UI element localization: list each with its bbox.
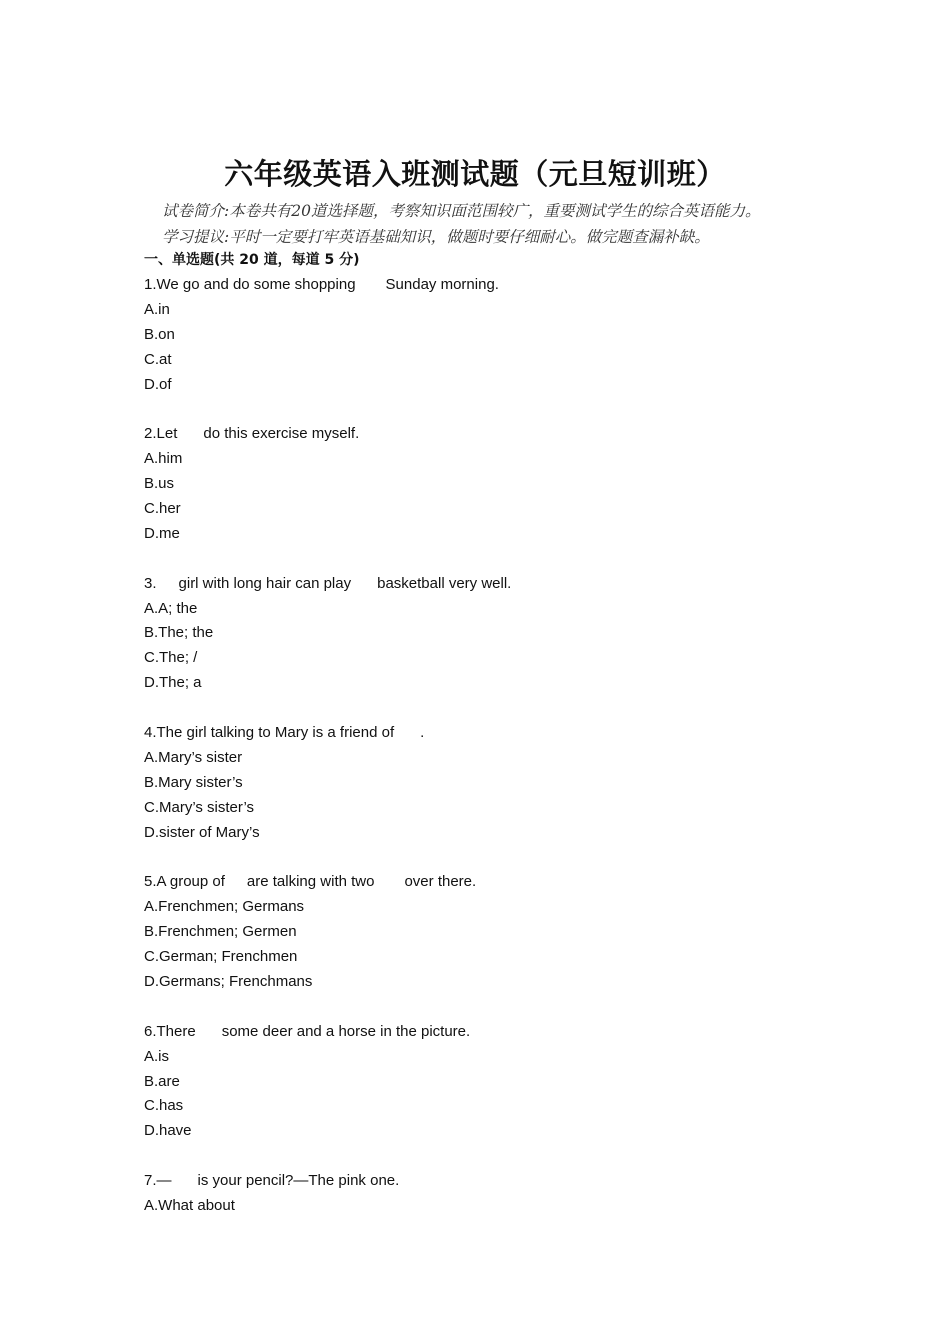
option: B.on bbox=[144, 325, 175, 343]
stem-part: some deer and a horse in the picture. bbox=[221, 1022, 471, 1040]
option: D.The; a bbox=[144, 674, 202, 692]
option: C.German; Frenchmen bbox=[144, 948, 298, 966]
question-stem bbox=[144, 1169, 864, 1194]
option: C.her bbox=[144, 500, 181, 518]
blank-line bbox=[144, 995, 864, 1020]
option: B.us bbox=[144, 475, 175, 493]
option: C.Mary’s sister’s bbox=[144, 798, 255, 816]
question-stem bbox=[144, 721, 864, 746]
stem-part: 5.A group of bbox=[144, 873, 225, 891]
question-stem bbox=[144, 1020, 864, 1045]
stem-part: are talking with two bbox=[246, 873, 375, 891]
stem-part: over there. bbox=[404, 873, 477, 891]
option: D.sister of Mary’s bbox=[144, 823, 260, 841]
stem-part: basketball very well. bbox=[377, 574, 512, 592]
stem-part: Sunday morning. bbox=[385, 276, 499, 293]
option: D.me bbox=[144, 524, 180, 542]
option: A.is bbox=[144, 1047, 170, 1065]
study-tip: 学习提议:平时一定要打牢英语基础知识，做题时要仔细耐心。做完题查漏补缺。 bbox=[162, 228, 710, 246]
stem-part: 2.Let bbox=[144, 425, 178, 443]
stem-part: 1.We go and do some shopping bbox=[144, 276, 356, 293]
stem-part: is your pencil?—The pink one. bbox=[197, 1172, 400, 1190]
option: D.Germans; Frenchmans bbox=[144, 972, 313, 990]
stem-part: . bbox=[420, 724, 425, 742]
question-stem bbox=[144, 422, 864, 447]
question-stem bbox=[144, 572, 864, 597]
option: A.What about bbox=[144, 1196, 235, 1214]
stem-part: 6.There bbox=[144, 1022, 196, 1040]
option: A.A; the bbox=[144, 599, 198, 617]
question-stem bbox=[144, 870, 864, 895]
option: A.Mary’s sister bbox=[144, 748, 243, 766]
option: C.at bbox=[144, 350, 172, 368]
option: C.The; / bbox=[144, 649, 198, 667]
option: B.The; the bbox=[144, 624, 214, 642]
option: B.Mary sister’s bbox=[144, 773, 243, 791]
blank-line bbox=[144, 845, 864, 870]
option: D.have bbox=[144, 1122, 192, 1140]
option: B.Frenchmen; Germen bbox=[144, 923, 297, 941]
blank-line bbox=[144, 397, 864, 422]
stem-part: 4.The girl talking to Mary is a friend of bbox=[144, 724, 395, 742]
section-heading: 一、单选题(共 20 道，每道 5 分) bbox=[144, 252, 360, 268]
question-list bbox=[144, 273, 864, 1219]
stem-part: 3. bbox=[144, 574, 157, 592]
option: C.has bbox=[144, 1097, 184, 1115]
option: B.are bbox=[144, 1072, 180, 1090]
option: A.him bbox=[144, 450, 183, 468]
document-title: 六年级英语入班测试题（元旦短训班） bbox=[224, 157, 726, 191]
option: D.of bbox=[144, 375, 172, 393]
stem-part: do this exercise myself. bbox=[203, 425, 360, 443]
blank-line bbox=[144, 1144, 864, 1169]
option: A.Frenchmen; Germans bbox=[144, 898, 305, 916]
stem-part: girl with long hair can play bbox=[178, 574, 352, 592]
stem-part: 7.— bbox=[144, 1172, 172, 1190]
paper-summary: 试卷简介:本卷共有20道选择题，考察知识面范围较广，重要测试学生的综合英语能力。 bbox=[162, 202, 761, 220]
blank-line bbox=[144, 696, 864, 721]
blank-line bbox=[144, 547, 864, 572]
question-stem bbox=[144, 273, 864, 298]
option: A.in bbox=[144, 300, 170, 318]
